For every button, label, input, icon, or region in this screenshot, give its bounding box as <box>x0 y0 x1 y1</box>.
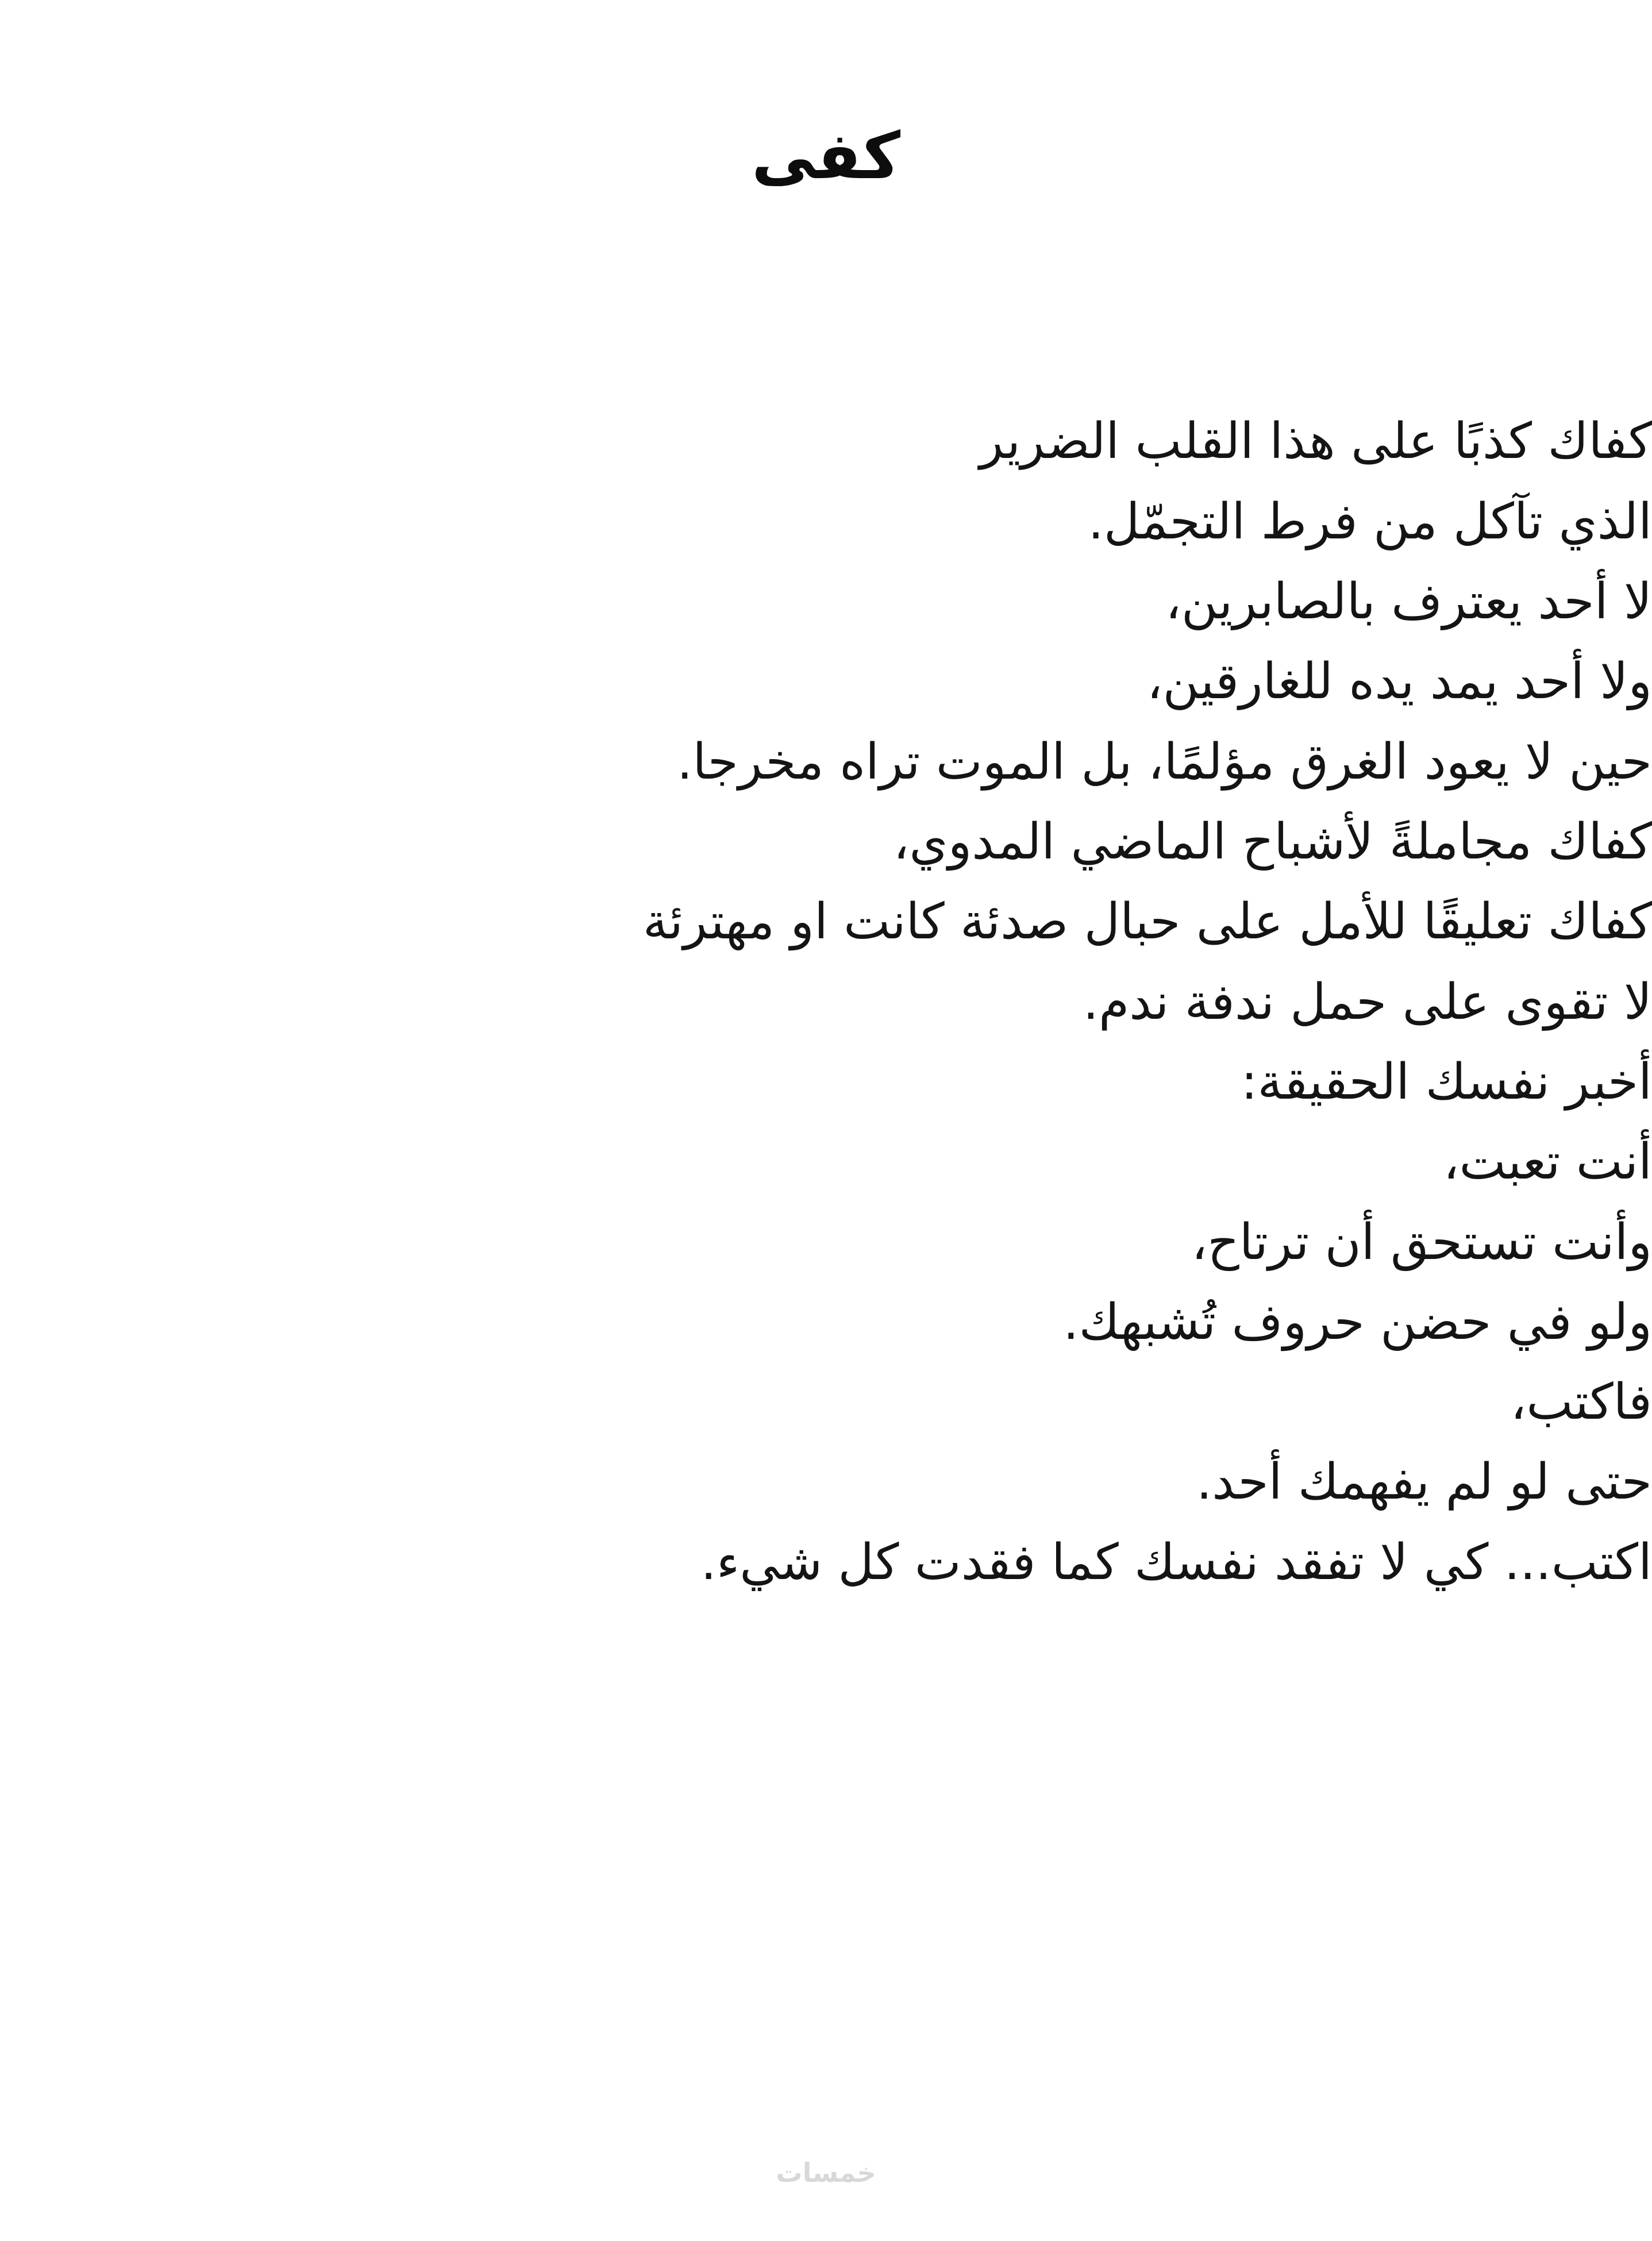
poem-line: حين لا يعود الغرق مؤلمًا، بل الموت تراه مخرجا. <box>677 733 1652 791</box>
poem-line: كفاك كذبًا على هذا القلب الضرير <box>979 413 1652 471</box>
poem-line: وأنت تستحق أن ترتاح، <box>1191 1213 1652 1271</box>
page-whitespace <box>0 1603 1652 2241</box>
poem-line: كفاك تعليقًا للأمل على حبال صدئة كانت او مهترئة <box>642 893 1652 951</box>
page-title: كفى <box>751 119 901 194</box>
poem-line: أنت تعبت، <box>1443 1133 1652 1191</box>
poem-line: كفاك مجاملةً لأشباح الماضي المدوي، <box>893 813 1652 871</box>
poem-line: الذي تآكل من فرط التجمّل. <box>1088 492 1652 550</box>
poem-line: لا أحد يعترف بالصابرين، <box>1165 573 1652 631</box>
poem-line: ولو في حضن حروف تُشبهك. <box>1063 1293 1652 1351</box>
poem-line: فاكتب، <box>1510 1373 1652 1431</box>
watermark: خمسات <box>776 2157 876 2188</box>
poem-line: ولا أحد يمد يده للغارقين، <box>1146 653 1652 711</box>
poem-line: اكتب... كي لا تفقد نفسك كما فقدت كل شيء. <box>700 1533 1652 1591</box>
poem-line: أخبر نفسك الحقيقة: <box>1241 1053 1652 1111</box>
poem-body <box>0 402 1652 1603</box>
poem-line: حتى لو لم يفهمك أحد. <box>1196 1453 1652 1511</box>
poem-line: لا تقوى على حمل ندفة ندم. <box>1083 973 1652 1031</box>
